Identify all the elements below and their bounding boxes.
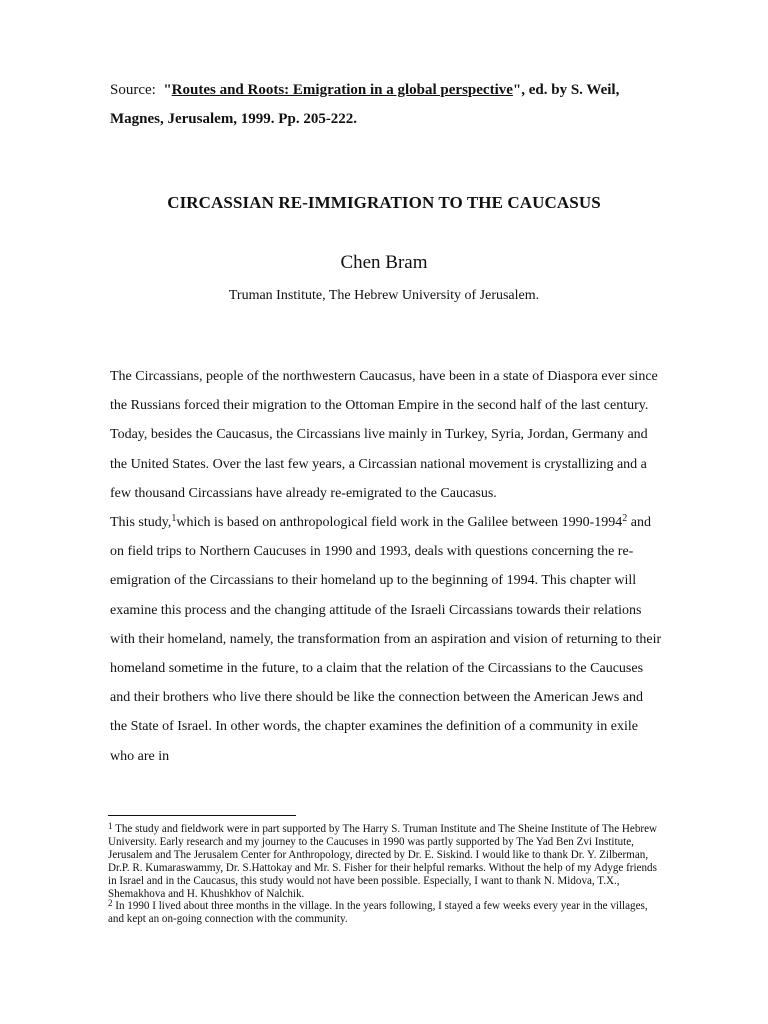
body-text [110,362,662,771]
footnote-ref-2[interactable]: 2 [622,513,628,525]
source-quote-open: " [163,82,172,98]
source-label: Source: [110,82,156,98]
source-citation [110,76,670,134]
chapter-title: CIRCASSIAN RE-IMMIGRATION TO THE CAUCASUS [167,193,601,212]
footnote-1-text: The study and fieldwork were in part supported by The Harry S. Truman Institute and The Sheine Institute of The Hebrew University. Early research and my journey to the Caucuses in 1990 was partly supported by The Yad Ben Zvi Institute, Jerusalem and The Jerusalem Center for Anthropology, directed by Dr. E. Siskind. I would like to thank Dr. Y. Zilberman, Dr.P. R. Kumaraswammy, Dr. S.Hattokay and Mr. S. Fisher for their helpful remarks. Without the help of my Adyge friends in Israel and in the Caucasus, this study would not have been possible. Especially, I want to thank N. Midova, T.X., Shemakhova and H. Khushkhov of Nalchik. [108,823,658,900]
footnotes [108,823,660,926]
footnote-1-mark: 1 [108,821,113,831]
author-affiliation: Truman Institute, The Hebrew University of Jerusalem. [228,288,540,303]
footnote-ref-1[interactable]: 1 [171,513,177,525]
paragraph-2-start: This study, [110,515,172,531]
footnote-2 [108,900,660,926]
paragraph-2-middle: which is based on anthropological field work in the Galilee between 1990-1994 [176,515,623,531]
footnote-2-mark: 2 [108,898,113,909]
footnote-1 [108,823,660,900]
paragraph-1: The Circassians, people of the northwestern Caucasus, have been in a state of Diaspora ever since the Russians forced their migration to the Ottoman Empire in the second half of the last century. Today, besides the Caucasus, the Circassians live mainly in Turkey, Syria, Jordan, Germany and the United States. Over the last few years, a Circassian national movement is crystallizing and a few thousand Circassians have already re-emigrated to the Caucasus. [110,369,658,501]
footnote-2-text: In 1990 I lived about three months in the village. In the years following, I stayed a few weeks every year in the villages, and kept an on-going connection with the community. [108,900,648,926]
paragraph-2 [110,508,662,771]
paragraph-2-end: and on field trips to Northern Caucuses in 1990 and 1993, deals with questions concerning the re-emigration of the Circassians to their homeland up to the beginning of 1994. This chapter will examine this process and the changing attitude of the Israeli Circassians towards their relations with their homeland, namely, the transformation from an aspiration and vision of returning to their homeland sometime in the future, to a claim that the relation of the Circassians to the Caucuses and their brothers who live there should be like the connection between the American Jews and the State of Israel. In other words, the chapter examines the definition of a community in exile who are in [110,515,662,764]
source-book-title: Routes and Roots: Emigration in a global perspective [171,82,513,98]
source-details: ", ed. by S. Weil, Magnes, Jerusalem, 1999. Pp. 205-222. [110,82,620,127]
footnote-divider [108,815,296,816]
author-name: Chen Bram [340,252,428,273]
